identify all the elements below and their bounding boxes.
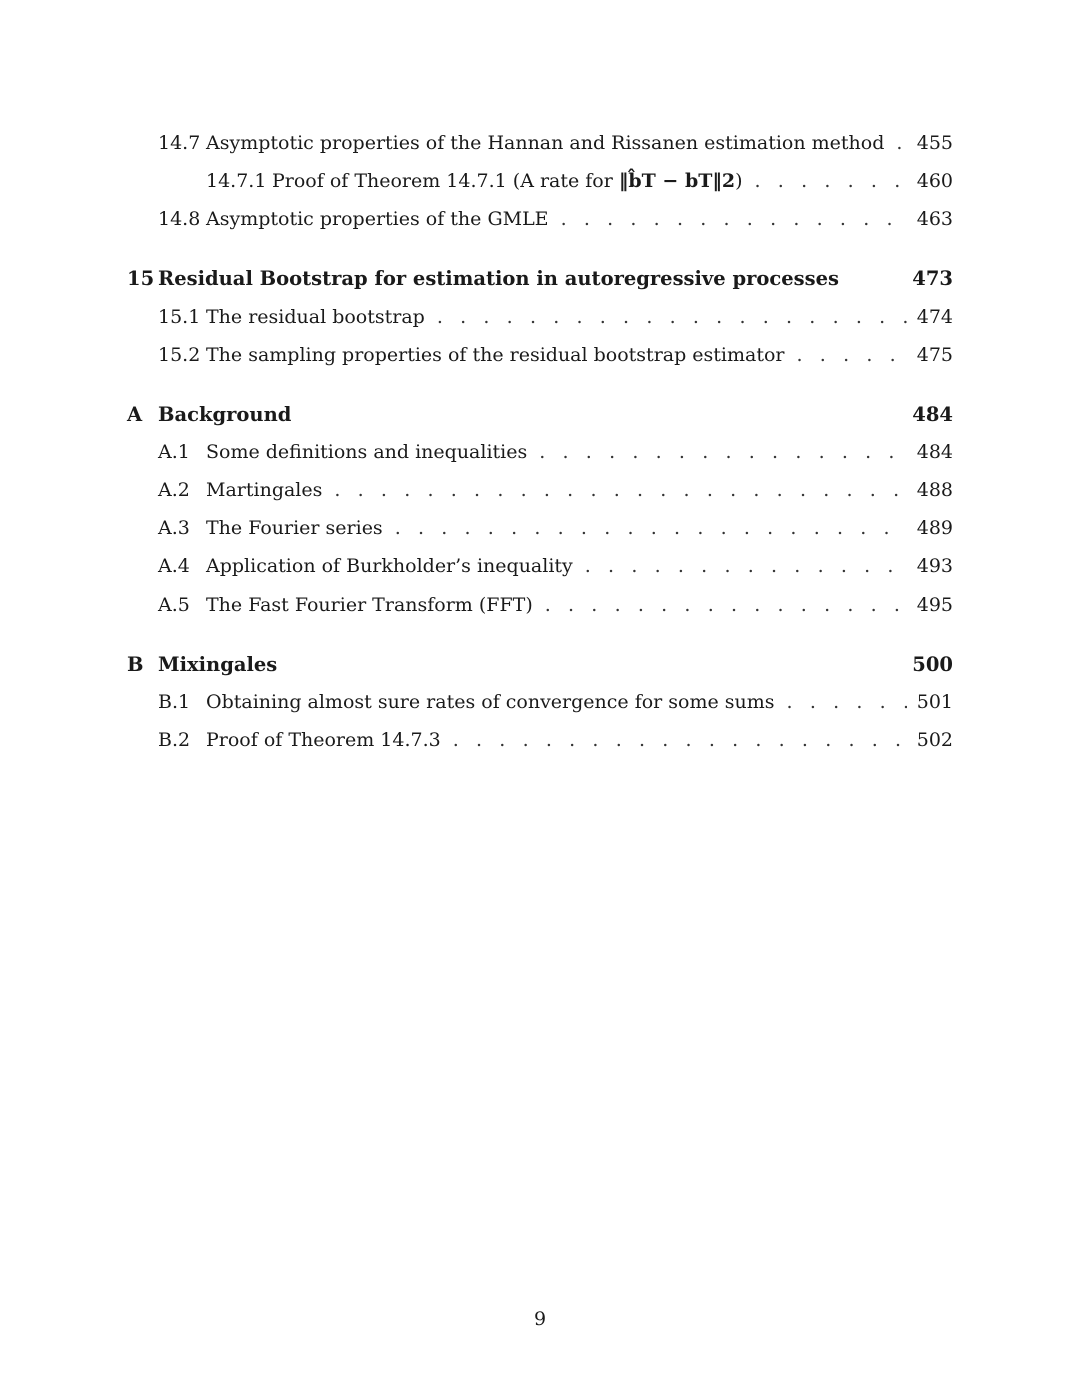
section-number: A.4 bbox=[158, 555, 190, 577]
section-number: A.1 bbox=[158, 441, 190, 463]
section-number: B.1 bbox=[158, 691, 191, 713]
leader-dots bbox=[797, 344, 907, 366]
toc-entry-b-2[interactable] bbox=[158, 729, 953, 751]
toc-entry-14-7[interactable] bbox=[158, 132, 953, 154]
section-title: Asymptotic properties of the Hannan and Rissanen estimation method bbox=[206, 132, 885, 154]
toc-entry-a-5[interactable] bbox=[158, 594, 953, 616]
page-number: 474 bbox=[916, 306, 953, 328]
chapter-number: 15 bbox=[127, 267, 155, 290]
toc-chapter-b[interactable] bbox=[127, 653, 953, 676]
chapter-title: Mixingales bbox=[158, 653, 278, 676]
leader-dots bbox=[585, 555, 907, 577]
toc-entry-a-4[interactable] bbox=[158, 555, 953, 577]
page-number: 473 bbox=[912, 267, 953, 290]
section-title: Obtaining almost sure rates of convergence for some sums bbox=[206, 691, 775, 713]
leader-dots bbox=[437, 306, 907, 328]
toc-entry-15-1[interactable] bbox=[158, 306, 953, 328]
page-number: 460 bbox=[916, 170, 953, 192]
toc-entry-a-2[interactable] bbox=[158, 479, 953, 501]
chapter-title: Residual Bootstrap for estimation in autoregressive processes bbox=[158, 267, 839, 290]
section-title: Asymptotic properties of the GMLE bbox=[206, 208, 549, 230]
page-number: 484 bbox=[912, 403, 953, 426]
page-number: 493 bbox=[916, 555, 953, 577]
subsection-number: 14.7.1 bbox=[206, 170, 267, 192]
toc-entry-15-2[interactable] bbox=[158, 344, 953, 366]
section-title: The sampling properties of the residual bootstrap estimator bbox=[206, 344, 785, 366]
section-title: The residual bootstrap bbox=[206, 306, 425, 328]
chapter-number: A bbox=[127, 403, 143, 426]
subsection-title-text: Proof of Theorem 14.7.1 (A rate for bbox=[272, 170, 619, 192]
section-number: B.2 bbox=[158, 729, 191, 751]
toc-entry-a-1[interactable] bbox=[158, 441, 953, 463]
section-title: Proof of Theorem 14.7.3 bbox=[206, 729, 441, 751]
subsection-title-close: ) bbox=[735, 170, 743, 192]
leader-dots bbox=[334, 479, 906, 501]
chapter-title: Background bbox=[158, 403, 292, 426]
leader-dots bbox=[896, 132, 906, 154]
toc-entry-14-8[interactable] bbox=[158, 208, 953, 230]
subsection-title bbox=[272, 170, 743, 192]
toc-chapter-15[interactable] bbox=[127, 267, 953, 290]
page-number: 502 bbox=[916, 729, 953, 751]
leader-dots bbox=[453, 729, 907, 751]
toc-entry-14-7-1[interactable] bbox=[206, 170, 953, 192]
section-number: 14.8 bbox=[158, 208, 201, 230]
leader-dots bbox=[787, 691, 907, 713]
page-number: 488 bbox=[916, 479, 953, 501]
leader-dots bbox=[545, 594, 907, 616]
toc-entry-a-3[interactable] bbox=[158, 517, 953, 539]
section-number: A.2 bbox=[158, 479, 190, 501]
page-number: 463 bbox=[916, 208, 953, 230]
leader-dots bbox=[755, 170, 907, 192]
footer-page-number: 9 bbox=[533, 1308, 547, 1330]
page-number: 489 bbox=[916, 517, 953, 539]
section-title: Some definitions and inequalities bbox=[206, 441, 528, 463]
section-title: Application of Burkholder’s inequality bbox=[206, 555, 573, 577]
section-number: 14.7 bbox=[158, 132, 201, 154]
page-number: 501 bbox=[916, 691, 953, 713]
page-number: 455 bbox=[916, 132, 953, 154]
section-number: 15.2 bbox=[158, 344, 201, 366]
toc-chapter-a[interactable] bbox=[127, 403, 953, 426]
section-title: The Fast Fourier Transform (FFT) bbox=[206, 594, 533, 616]
chapter-number: B bbox=[127, 653, 144, 676]
leader-dots bbox=[561, 208, 907, 230]
page-number: 475 bbox=[916, 344, 953, 366]
leader-dots bbox=[395, 517, 907, 539]
leader-dots bbox=[539, 441, 906, 463]
toc-entry-b-1[interactable] bbox=[158, 691, 953, 713]
section-number: A.3 bbox=[158, 517, 190, 539]
page-number: 500 bbox=[912, 653, 953, 676]
norm-expression: ‖b̂T − bT‖2 bbox=[618, 170, 736, 192]
section-title: Martingales bbox=[206, 479, 323, 501]
page-number: 484 bbox=[916, 441, 953, 463]
section-number: 15.1 bbox=[158, 306, 201, 328]
page-number: 495 bbox=[916, 594, 953, 616]
section-number: A.5 bbox=[158, 594, 190, 616]
section-title: The Fourier series bbox=[206, 517, 383, 539]
